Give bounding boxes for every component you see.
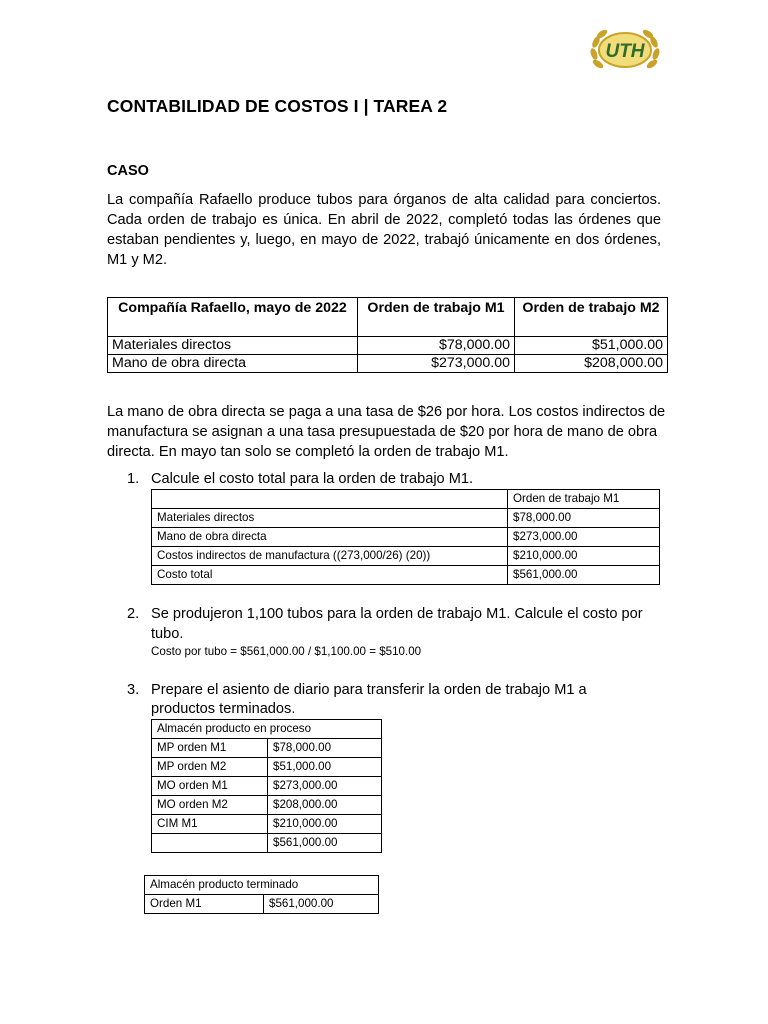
table-row	[152, 739, 382, 758]
table-row	[152, 758, 382, 777]
intro-paragraph: La compañía Rafaello produce tubos para órganos de alta calidad para conciertos. Cada orden de trabajo es única. En abril de 2022, completó todas las órdenes que estaban pendientes y, luego, en mayo de 2022, trabajó únicamente en dos órdenes, M1 y M2.	[107, 192, 661, 268]
table-cell: $210,000.00	[268, 815, 382, 834]
table-cell: $210,000.00	[508, 547, 660, 566]
table-cell	[152, 490, 508, 509]
document-title: CONTABILIDAD DE COSTOS I | TAREA 2	[107, 96, 448, 116]
table-row	[152, 777, 382, 796]
table-cell: $78,000.00	[508, 509, 660, 528]
table-header-cell: Orden de trabajo M1	[358, 298, 515, 337]
question-text-line-1: Prepare el asiento de diario para transferir la orden de trabajo M1 a	[151, 682, 587, 698]
table-cell: $273,000.00	[508, 528, 660, 547]
labor-rate-paragraph: La mano de obra directa se paga a una tasa de $26 por hora. Los costos indirectos de manufactura se asignan a una tasa presupuestada de $20 por hora de mano de obra directa. En mayo tan solo se completó la orden de trabajo M1.	[107, 404, 666, 460]
table-header-cell: Orden de trabajo M2	[515, 298, 668, 337]
case-heading: CASO	[107, 163, 149, 179]
table-cell: $208,000.00	[515, 355, 668, 373]
table-header-row	[152, 490, 660, 509]
uth-logo	[586, 24, 664, 74]
table-cell: Mano de obra directa	[152, 528, 508, 547]
table-row	[152, 566, 660, 585]
table-title-row	[152, 720, 382, 739]
table-header-cell: Compañía Rafaello, mayo de 2022	[108, 298, 358, 337]
question-text-line-2: tubo.	[151, 626, 184, 642]
question-number: 3.	[127, 682, 140, 698]
table-row	[152, 834, 382, 853]
table-header-row	[108, 298, 668, 337]
table-cell: Costo total	[152, 566, 508, 585]
table-cell: MO orden M1	[152, 777, 268, 796]
table-cell: $51,000.00	[268, 758, 382, 777]
table-cell: Orden M1	[145, 895, 264, 914]
uth-laurel-icon	[586, 24, 664, 74]
question-number: 2.	[127, 606, 140, 622]
question-3	[127, 681, 667, 721]
table-cell: Mano de obra directa	[108, 355, 358, 373]
table-cell: $51,000.00	[515, 337, 668, 355]
table-cell: $561,000.00	[268, 834, 382, 853]
question-2	[127, 605, 667, 645]
total-cost-table	[151, 489, 660, 585]
table-row	[108, 337, 668, 355]
question-1	[127, 470, 667, 490]
table-row	[152, 547, 660, 566]
table-cell: $78,000.00	[358, 337, 515, 355]
table-row	[152, 815, 382, 834]
table-cell: $561,000.00	[264, 895, 379, 914]
table-row	[152, 509, 660, 528]
question-number: 1.	[127, 471, 140, 487]
table-title-row	[145, 876, 379, 895]
finished-goods-table	[144, 875, 379, 914]
table-row	[152, 796, 382, 815]
question-text-line-2: productos terminados.	[151, 701, 296, 717]
table-cell: $561,000.00	[508, 566, 660, 585]
table-row	[145, 895, 379, 914]
table-cell	[152, 834, 268, 853]
table-cell: Materiales directos	[108, 337, 358, 355]
question-text-line-1: Se produjeron 1,100 tubos para la orden de trabajo M1. Calcule el costo por	[151, 606, 643, 622]
question-text: Calcule el costo total para la orden de trabajo M1.	[151, 471, 474, 487]
table-title-cell: Almacén producto terminado	[145, 876, 379, 895]
wip-journal-table	[151, 719, 382, 853]
table-title-cell: Almacén producto en proceso	[152, 720, 382, 739]
table-cell: $273,000.00	[268, 777, 382, 796]
table-cell: Materiales directos	[152, 509, 508, 528]
table-header-cell: Orden de trabajo M1	[508, 490, 660, 509]
table-cell: $208,000.00	[268, 796, 382, 815]
table-cell: $273,000.00	[358, 355, 515, 373]
table-row	[108, 355, 668, 373]
svg-text:UTH: UTH	[605, 41, 645, 62]
table-cell: Costos indirectos de manufactura ((273,000/26) (20))	[152, 547, 508, 566]
table-row	[152, 528, 660, 547]
table-cell: MO orden M2	[152, 796, 268, 815]
cost-per-tube-calculation: Costo por tubo = $561,000.00 / $1,100.00 = $510.00	[151, 645, 422, 658]
table-cell: MP orden M2	[152, 758, 268, 777]
table-cell: CIM M1	[152, 815, 268, 834]
table-cell: $78,000.00	[268, 739, 382, 758]
company-costs-table	[107, 297, 668, 373]
table-cell: MP orden M1	[152, 739, 268, 758]
